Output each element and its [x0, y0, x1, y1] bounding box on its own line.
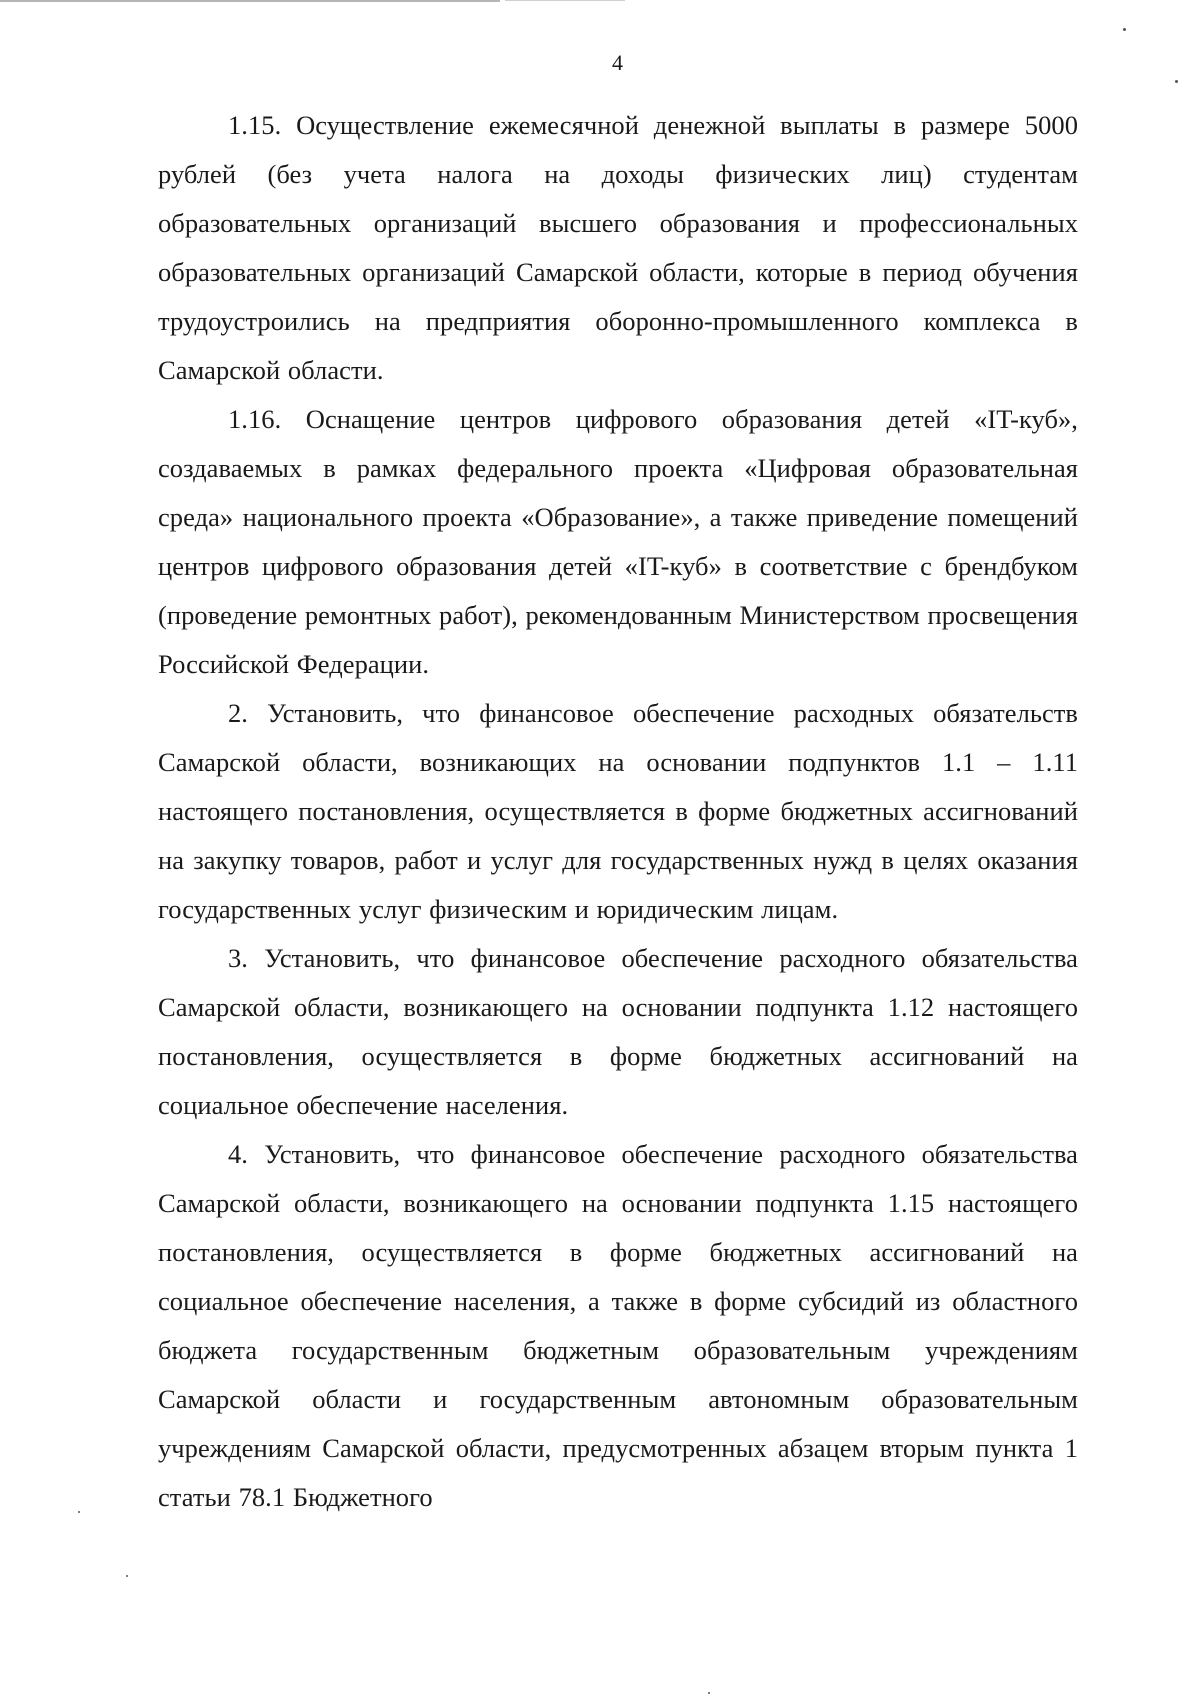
paragraph-1-16: 1.16. Оснащение центров цифрового образования детей «IT-куб», создаваемых в рамках федерального проекта «Цифровая образовательная среда» национального проекта «Образование», а также приведение помещений центров цифрового образования детей «IT-куб» в соответствие с брендбуком (проведение ремонтных работ), рекомендованным Министерством просвещения Российской Федерации. — [158, 404, 1078, 679]
scan-top-border — [0, 0, 500, 2]
scan-speck — [78, 1511, 80, 1513]
scan-speck — [708, 1692, 710, 1694]
paragraph-2: 2. Установить, что финансовое обеспечение расходных обязательств Самарской области, возникающих на основании подпунктов 1.1 – 1.11 настоящего постановления, осуществляется в форме бюджетных ассигнований на закупку товаров, работ и услуг для государственных нужд в целях оказания государственных услуг физическим и юридическим лицам. — [158, 698, 1078, 924]
paragraph-4: 4. Установить, что финансовое обеспечение расходного обязательства Самарской области, возникающего на основании подпункта 1.15 настоящего постановления, осуществляется в форме бюджетных ассигнований на социальное обеспечение населения, а также в форме субсидий из областного бюджета государственным бюджетным образовательным учреждениям Самарской области и государственным автономным образовательным учреждениям Самарской области, предусмотренных абзацем вторым пункта 1 статьи 78.1 Бюджетного — [158, 1139, 1078, 1512]
paragraph-1-15: 1.15. Осуществление ежемесячной денежной выплаты в размере 5000 рублей (без учета налога на доходы физических лиц) студентам образовательных организаций высшего образования и профессиональных образовательных организаций Самарской области, которые в период обучения трудоустроились на предприятия оборонно-промышленного комплекса в Самарской области. — [158, 110, 1078, 385]
document-body — [158, 101, 1078, 1522]
scan-speck — [1175, 80, 1178, 83]
page-number: 4 — [612, 50, 623, 75]
scan-speck — [126, 1575, 128, 1577]
scan-speck — [1123, 28, 1126, 31]
scan-top-border-segment — [505, 0, 625, 1]
paragraph-3: 3. Установить, что финансовое обеспечение расходного обязательства Самарской области, возникающего на основании подпункта 1.12 настоящего постановления, осуществляется в форме бюджетных ассигнований на социальное обеспечение населения. — [158, 943, 1078, 1120]
